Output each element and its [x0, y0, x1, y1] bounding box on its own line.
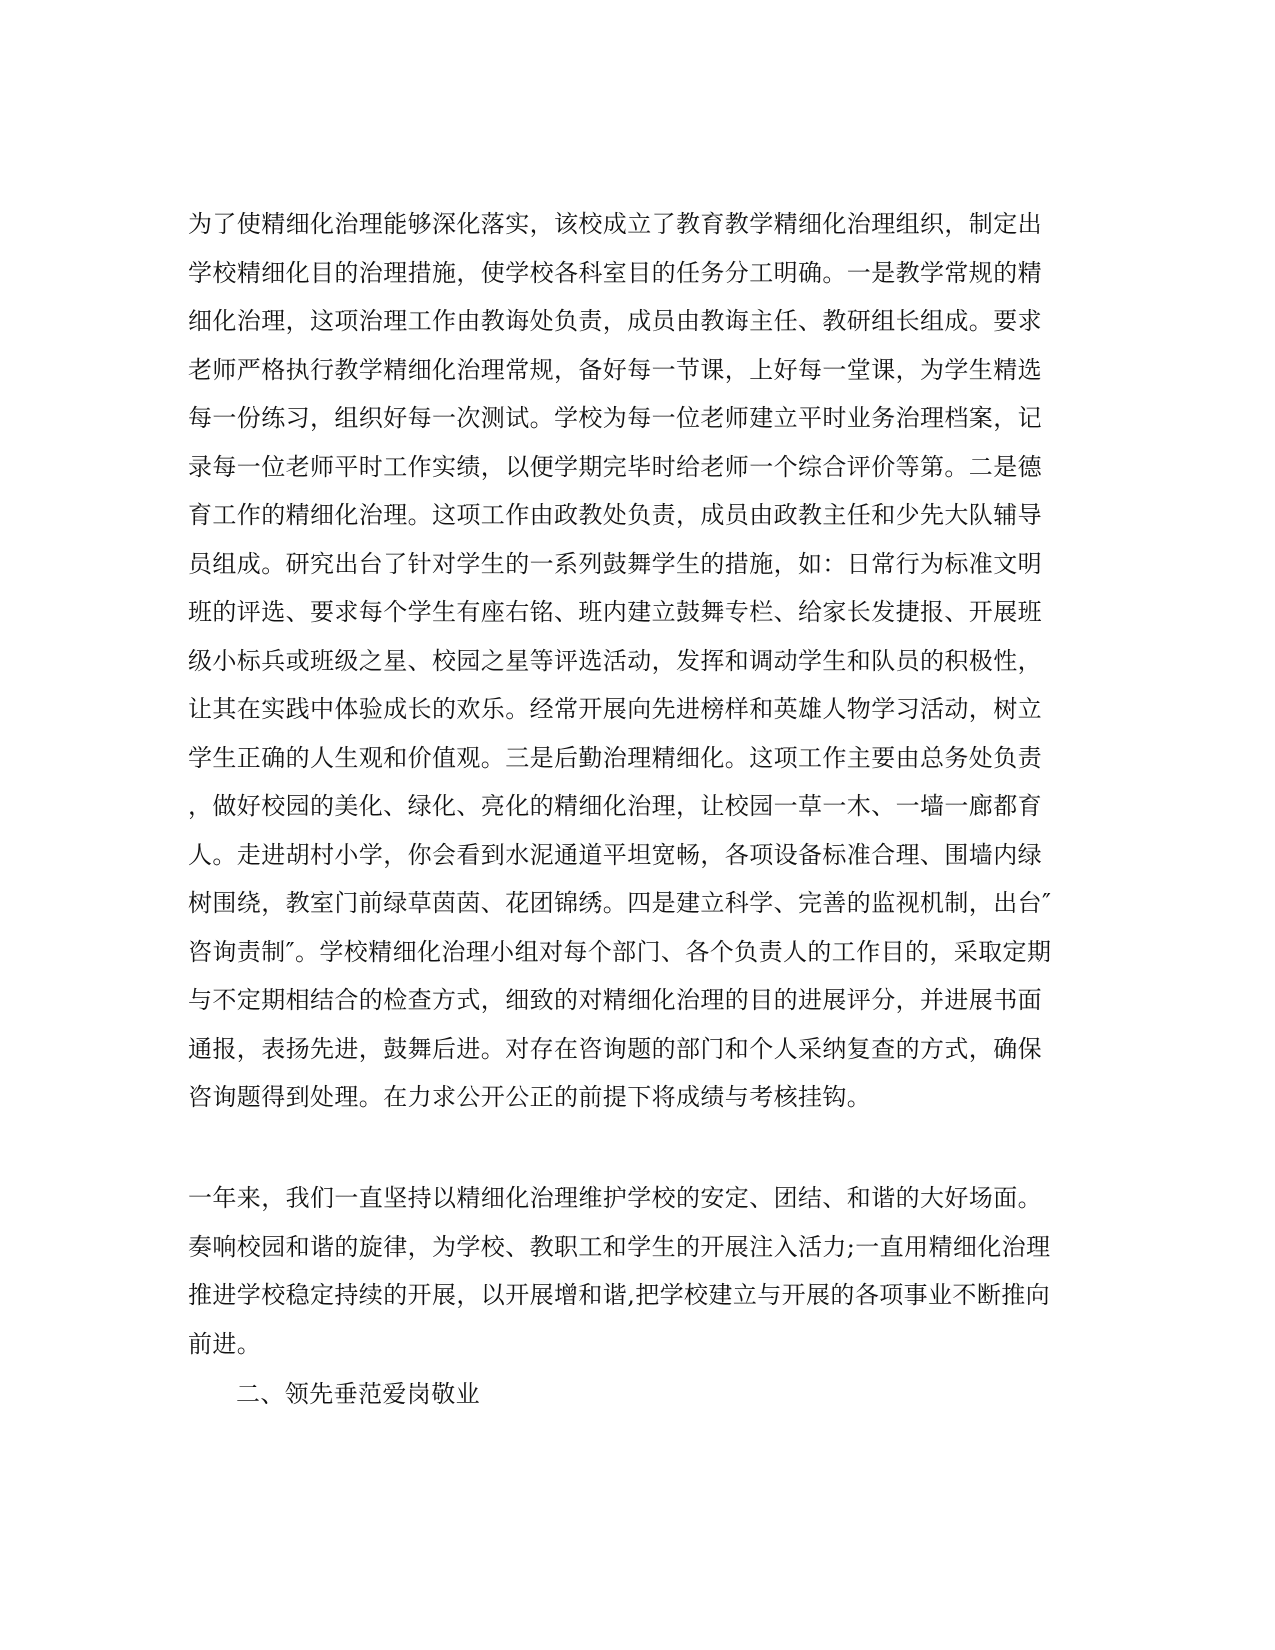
- paragraph-line: 咨询责制″。学校精细化治理小组对每个部门、各个负责人的工作目的，采取定期: [188, 937, 1052, 966]
- paragraph-line: 级小标兵或班级之星、校园之星等评选活动，发挥和调动学生和队员的积极性，: [188, 646, 1042, 675]
- paragraph-line: 一年来，我们一直坚持以精细化治理维护学校的安定、团结、和谐的大好场面。: [188, 1184, 1042, 1212]
- paragraph-line: 推进学校稳定持续的开展，以开展增和谐,把学校建立与开展的各项事业不断推向: [188, 1281, 1051, 1309]
- paragraph-line: 通报，表扬先进，鼓舞后进。对存在咨询题的部门和个人采纳复查的方式，确保: [188, 1034, 1042, 1063]
- paragraph-line: 学校精细化目的治理措施，使学校各科室目的任务分工明确。一是教学常规的精: [188, 258, 1042, 287]
- section-heading: 二、领先垂范爱岗敬业: [236, 1380, 480, 1408]
- paragraph-refined-management: [188, 200, 1068, 1122]
- paragraph-line: 与不定期相结合的检查方式，细致的对精细化治理的目的进展评分，并进展书面: [188, 986, 1042, 1014]
- paragraph-line: 为了使精细化治理能够深化落实，该校成立了教育教学精细化治理组织，制定出: [188, 210, 1042, 238]
- paragraph-line: 录每一位老师平时工作实绩，以便学期完毕时给老师一个综合评价等第。二是德: [188, 452, 1042, 481]
- paragraph-line: 细化治理，这项治理工作由教诲处负责，成员由教诲主任、教研组长组成。要求: [188, 307, 1042, 335]
- paragraph-line: 育工作的精细化治理。这项工作由政教处负责，成员由政教主任和少先大队辅导: [188, 501, 1042, 529]
- paragraph-line: 咨询题得到处理。在力求公开公正的前提下将成绩与考核挂钩。: [188, 1083, 872, 1111]
- paragraph-line: ，做好校园的美化、绿化、亮化的精细化治理，让校园一草一木、一墙一廊都育: [188, 792, 1042, 820]
- paragraph-line: 前进。: [188, 1329, 262, 1358]
- paragraph-line: 每一份练习，组织好每一次测试。学校为每一位老师建立平时业务治理档案，记: [188, 404, 1042, 432]
- paragraph-line: 老师严格执行教学精细化治理常规，备好每一节课，上好每一堂课，为学生精选: [188, 355, 1042, 384]
- paragraph-line: 学生正确的人生观和价值观。三是后勤治理精细化。这项工作主要由总务处负责: [188, 743, 1042, 772]
- paragraph-line: 员组成。研究出台了针对学生的一系列鼓舞学生的措施，如：日常行为标准文明: [188, 549, 1042, 578]
- paragraph-line: 班的评选、要求每个学生有座右铭、班内建立鼓舞专栏、给家长发捷报、开展班: [188, 598, 1042, 626]
- paragraph-line: 树围绕，教室门前绿草茵茵、花团锦绣。四是建立科学、完善的监视机制，出台″: [188, 889, 1052, 917]
- paragraph-line: 奏响校园和谐的旋律，为学校、教职工和学生的开展注入活力;一直用精细化治理: [188, 1232, 1051, 1261]
- paragraph-year-summary: [188, 1174, 1068, 1368]
- paragraph-line: 人。走进胡村小学，你会看到水泥通道平坦宽畅，各项设备标准合理、围墙内绿: [188, 840, 1042, 869]
- paragraph-line: 让其在实践中体验成长的欢乐。经常开展向先进榜样和英雄人物学习活动，树立: [188, 695, 1042, 723]
